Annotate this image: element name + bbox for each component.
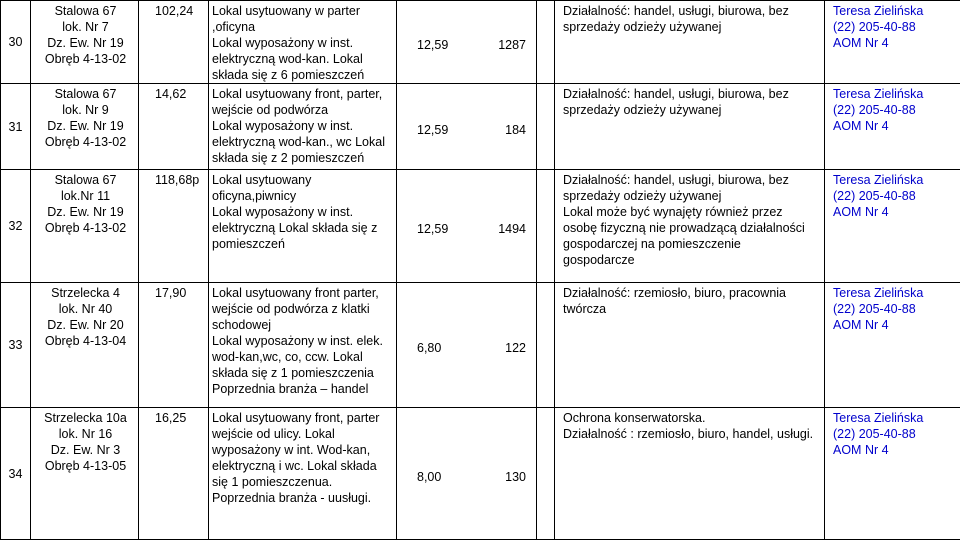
text-line: AOM Nr 4 — [833, 204, 958, 220]
text-line: Działalność: rzemiosło, biuro, pracownia — [563, 285, 820, 301]
text-line: schodowej — [212, 317, 392, 333]
text-line: Dz. Ew. Nr 3 — [35, 442, 136, 458]
text-line: elektryczną Lokal składa się z — [212, 220, 392, 236]
intended-use-cell — [555, 1, 825, 84]
text-line: wejście od podwórza z klatki — [212, 301, 392, 317]
area-cell: 14,62 — [139, 84, 209, 170]
text-line: Dz. Ew. Nr 20 — [35, 317, 136, 333]
rent-cell — [397, 408, 537, 540]
spacer-cell — [537, 1, 555, 84]
rate-value: 12,59 — [417, 37, 448, 53]
area-cell: 17,90 — [139, 283, 209, 408]
text-line: Obręb 4-13-02 — [35, 51, 136, 67]
text-line: Teresa Zielińska — [833, 410, 958, 426]
contact-cell — [825, 170, 960, 283]
intended-use-cell — [555, 170, 825, 283]
contact-cell — [825, 84, 960, 170]
text-line: Teresa Zielińska — [833, 172, 958, 188]
text-line: sprzedaży odzieży używanej — [563, 19, 820, 35]
table-row — [1, 170, 960, 283]
text-line: gospodarczej na pomieszczenie — [563, 236, 820, 252]
text-line: elektryczną i wc. Lokal składa — [212, 458, 392, 474]
text-line: Działalność: handel, usługi, biurowa, bez — [563, 172, 820, 188]
text-line: Dz. Ew. Nr 19 — [35, 118, 136, 134]
rent-values — [397, 469, 536, 485]
text-line: składa się z 2 pomieszczeń — [212, 150, 392, 166]
text-line: Obręb 4-13-05 — [35, 458, 136, 474]
rent-cell — [397, 1, 537, 84]
address-cell — [31, 84, 139, 170]
text-line: osobę fizyczną nie prowadzącą działalności — [563, 220, 820, 236]
text-line: Dz. Ew. Nr 19 — [35, 204, 136, 220]
rent-value: 184 — [505, 122, 526, 138]
spacer-cell — [537, 283, 555, 408]
text-line: Lokal wyposażony w inst. — [212, 118, 392, 134]
row-number: 33 — [1, 283, 31, 408]
text-line: AOM Nr 4 — [833, 317, 958, 333]
address-cell — [31, 408, 139, 540]
text-line: Działalność: handel, usługi, biurowa, bez — [563, 86, 820, 102]
contact-cell — [825, 1, 960, 84]
text-line: Działalność: handel, usługi, biurowa, bez — [563, 3, 820, 19]
table-body — [1, 1, 960, 540]
intended-use-cell — [555, 283, 825, 408]
text-line: Teresa Zielińska — [833, 285, 958, 301]
text-line: elektryczną wod-kan. Lokal — [212, 51, 392, 67]
text-line: Strzelecka 10a — [35, 410, 136, 426]
contact-cell — [825, 283, 960, 408]
rent-value: 130 — [505, 469, 526, 485]
text-line: (22) 205-40-88 — [833, 301, 958, 317]
text-line: Stalowa 67 — [35, 86, 136, 102]
spacer-cell — [537, 170, 555, 283]
text-line: Lokal usytuowany front parter, — [212, 285, 392, 301]
area-cell: 16,25 — [139, 408, 209, 540]
text-line: lok. Nr 16 — [35, 426, 136, 442]
description-cell — [209, 170, 397, 283]
text-line: Obręb 4-13-02 — [35, 220, 136, 236]
text-line: składa się z 1 pomieszczenia — [212, 365, 392, 381]
text-line: Ochrona konserwatorska. — [563, 410, 820, 426]
rent-value: 1494 — [498, 221, 526, 237]
text-line: oficyna,piwnicy — [212, 188, 392, 204]
text-line: wyposażony w int. Wod-kan, — [212, 442, 392, 458]
text-line: (22) 205-40-88 — [833, 19, 958, 35]
text-line: Poprzednia branża - uusługi. — [212, 490, 392, 506]
text-line: sprzedaży odzieży używanej — [563, 102, 820, 118]
rent-values — [397, 37, 536, 53]
description-cell — [209, 408, 397, 540]
text-line: ,oficyna — [212, 19, 392, 35]
text-line: AOM Nr 4 — [833, 35, 958, 51]
text-line: Stalowa 67 — [35, 172, 136, 188]
rent-cell — [397, 84, 537, 170]
text-line: (22) 205-40-88 — [833, 188, 958, 204]
text-line: (22) 205-40-88 — [833, 426, 958, 442]
address-cell — [31, 1, 139, 84]
text-line: Lokal wyposażony w inst. elek. — [212, 333, 392, 349]
text-line: Dz. Ew. Nr 19 — [35, 35, 136, 51]
intended-use-cell — [555, 408, 825, 540]
text-line: Lokal usytuowany front, parter, — [212, 86, 392, 102]
text-line: wejście od ulicy. Lokal — [212, 426, 392, 442]
text-line: lok. Nr 40 — [35, 301, 136, 317]
text-line: AOM Nr 4 — [833, 442, 958, 458]
rent-cell — [397, 283, 537, 408]
text-line: AOM Nr 4 — [833, 118, 958, 134]
table-row — [1, 283, 960, 408]
text-line: Lokal wyposażony w inst. — [212, 35, 392, 51]
rent-values — [397, 340, 536, 356]
rent-value: 122 — [505, 340, 526, 356]
text-line: Lokal wyposażony w inst. — [212, 204, 392, 220]
row-number: 31 — [1, 84, 31, 170]
rate-value: 12,59 — [417, 122, 448, 138]
table-row — [1, 408, 960, 540]
text-line: Lokal usytuowany w parter — [212, 3, 392, 19]
text-line: Stalowa 67 — [35, 3, 136, 19]
text-line: się 1 pomieszczenua. — [212, 474, 392, 490]
text-line: Obręb 4-13-02 — [35, 134, 136, 150]
text-line: Poprzednia branża – handel — [212, 381, 392, 397]
text-line: składa się z 6 pomieszczeń — [212, 67, 392, 83]
row-number: 34 — [1, 408, 31, 540]
area-cell: 118,68p — [139, 170, 209, 283]
spacer-cell — [537, 84, 555, 170]
text-line: Obręb 4-13-04 — [35, 333, 136, 349]
table-row — [1, 84, 960, 170]
rent-cell — [397, 170, 537, 283]
rate-value: 12,59 — [417, 221, 448, 237]
rate-value: 8,00 — [417, 469, 441, 485]
text-line: Działalność : rzemiosło, biuro, handel, usługi. — [563, 426, 820, 442]
text-line: lok. Nr 7 — [35, 19, 136, 35]
text-line: lok. Nr 9 — [35, 102, 136, 118]
text-line: Lokal usytuowany front, parter — [212, 410, 392, 426]
address-cell — [31, 170, 139, 283]
table-row — [1, 1, 960, 84]
text-line: Teresa Zielińska — [833, 86, 958, 102]
text-line: twórcza — [563, 301, 820, 317]
description-cell — [209, 283, 397, 408]
text-line: pomieszczeń — [212, 236, 392, 252]
text-line: wejście od podwórza — [212, 102, 392, 118]
area-cell: 102,24 — [139, 1, 209, 84]
rent-values — [397, 122, 536, 138]
text-line: sprzedaży odzieży używanej — [563, 188, 820, 204]
text-line: gospodarcze — [563, 252, 820, 268]
intended-use-cell — [555, 84, 825, 170]
contact-cell — [825, 408, 960, 540]
text-line: wod-kan,wc, co, ccw. Lokal — [212, 349, 392, 365]
row-number: 32 — [1, 170, 31, 283]
text-line: Teresa Zielińska — [833, 3, 958, 19]
text-line: Strzelecka 4 — [35, 285, 136, 301]
text-line: lok.Nr 11 — [35, 188, 136, 204]
text-line: elektryczną wod-kan., wc Lokal — [212, 134, 392, 150]
rent-value: 1287 — [498, 37, 526, 53]
description-cell — [209, 84, 397, 170]
text-line: Lokal usytuowany — [212, 172, 392, 188]
rate-value: 6,80 — [417, 340, 441, 356]
address-cell — [31, 283, 139, 408]
spacer-cell — [537, 408, 555, 540]
description-cell — [209, 1, 397, 84]
text-line: Lokal może być wynajęty również przez — [563, 204, 820, 220]
rent-values — [397, 221, 536, 237]
row-number: 30 — [1, 1, 31, 84]
text-line: (22) 205-40-88 — [833, 102, 958, 118]
